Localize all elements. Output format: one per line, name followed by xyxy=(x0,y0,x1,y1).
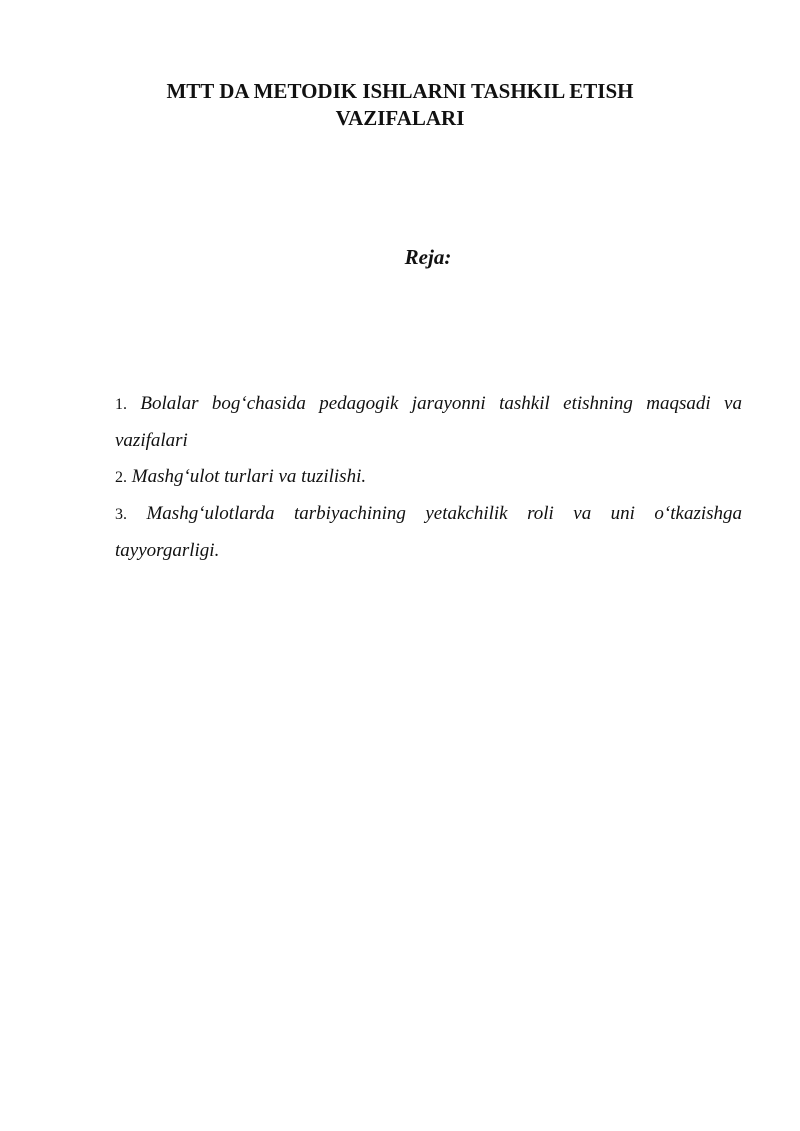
plan-item-number: 2. xyxy=(115,469,127,486)
plan-heading: Reja: xyxy=(404,245,452,269)
title-line-2: VAZIFALARI xyxy=(335,106,465,130)
plan-item xyxy=(115,386,742,459)
title-line-1: MTT DA METODIK ISHLARNI TASHKIL ETISH xyxy=(166,79,634,103)
plan-item-text: Mashg‘ulot turlari va tuzilishi. xyxy=(131,466,367,487)
document-title xyxy=(100,78,700,132)
plan-item-number: 1. xyxy=(115,396,127,413)
plan-item xyxy=(115,459,742,496)
plan-list xyxy=(115,386,742,569)
plan-item-text: Mashg‘ulotlarda tarbiyachining yetakchilik roli va uni o‘tkazishga tayyorgarligi. xyxy=(115,503,743,561)
plan-item-number: 3. xyxy=(115,506,127,523)
plan-item-text: Bolalar bog‘chasida pedagogik jarayonni tashkil etishning maqsadi va vazifalari xyxy=(115,393,742,451)
plan-item xyxy=(115,496,742,569)
